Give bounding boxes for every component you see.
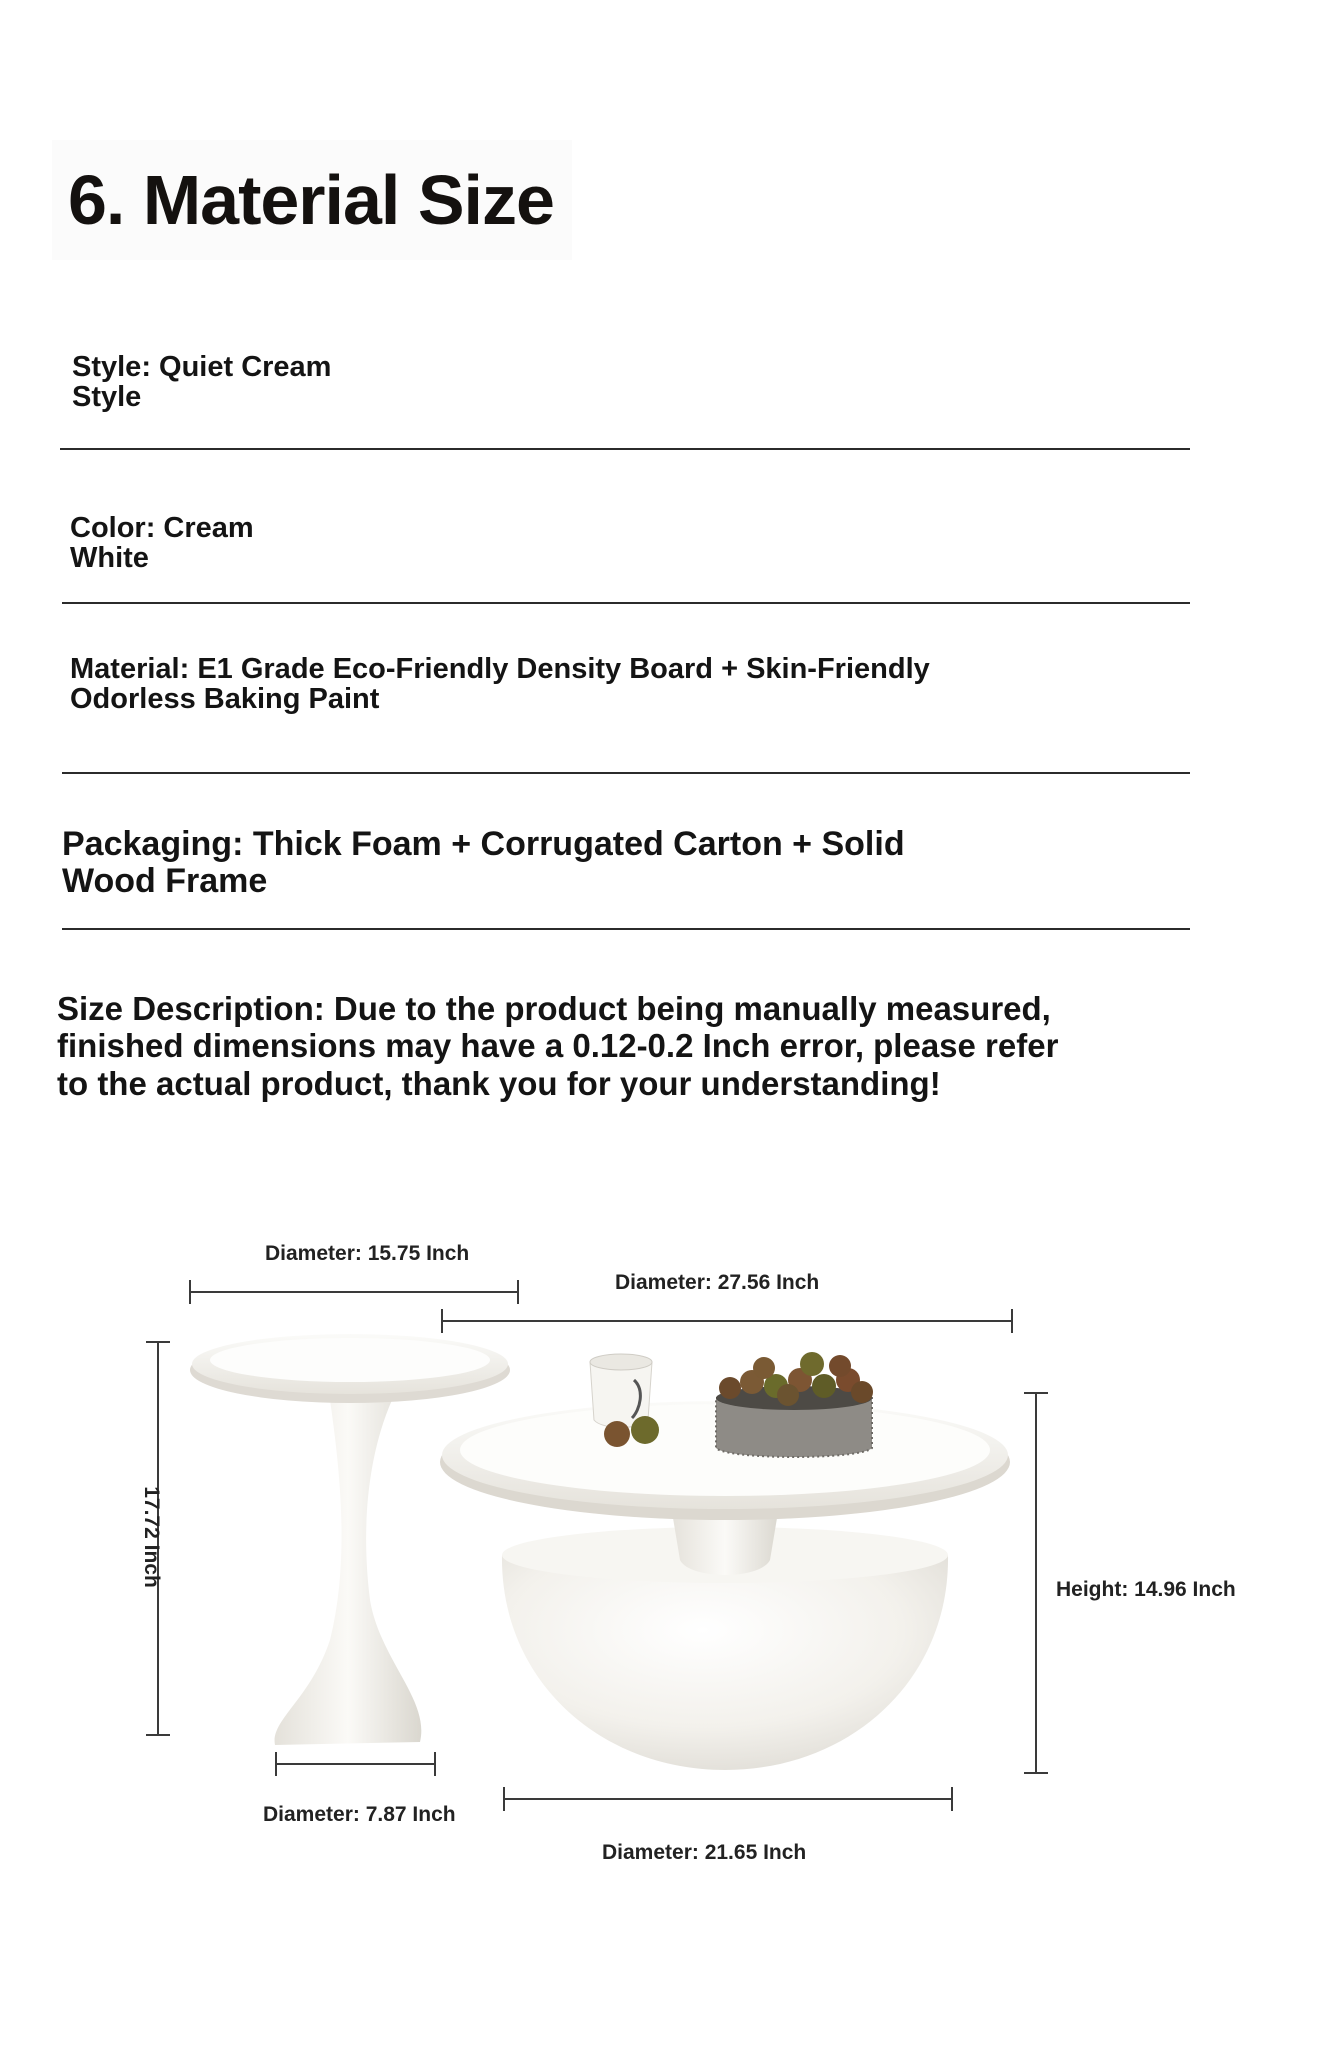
fruit-bowl bbox=[716, 1352, 873, 1457]
coffee-table bbox=[440, 1401, 1010, 1770]
spec-material: Material: E1 Grade Eco-Friendly Density Board + Skin-Friendly Odorless Baking Paint bbox=[70, 653, 930, 716]
spec-style: Style: Quiet Cream Style bbox=[72, 351, 332, 414]
side-table bbox=[190, 1334, 510, 1745]
spec-packaging: Packaging: Thick Foam + Corrugated Carton + Solid Wood Frame bbox=[62, 825, 905, 901]
dimension-label-side-height: 17.72 Inch bbox=[139, 1486, 163, 1588]
page-title: 6. Material Size bbox=[68, 161, 554, 239]
dimension-label-side-base: Diameter: 7.87 Inch bbox=[263, 1803, 456, 1826]
fruit bbox=[631, 1416, 659, 1444]
dimension-label-coffee-height: Height: 14.96 Inch bbox=[1056, 1578, 1236, 1601]
dimension-label-coffee-top: Diameter: 27.56 Inch bbox=[615, 1271, 820, 1294]
dimension-label-side-top: Diameter: 15.75 Inch bbox=[265, 1242, 470, 1265]
spec-color: Color: Cream White bbox=[70, 512, 254, 575]
fruit bbox=[604, 1421, 630, 1447]
dimension-label-coffee-base: Diameter: 21.65 Inch bbox=[602, 1841, 807, 1864]
size-description: Size Description: Due to the product being manually measured, finished dimensions may have a 0.12-0.2 Inch error, please refer to the actual product, thank you for your understanding! bbox=[57, 990, 1059, 1102]
